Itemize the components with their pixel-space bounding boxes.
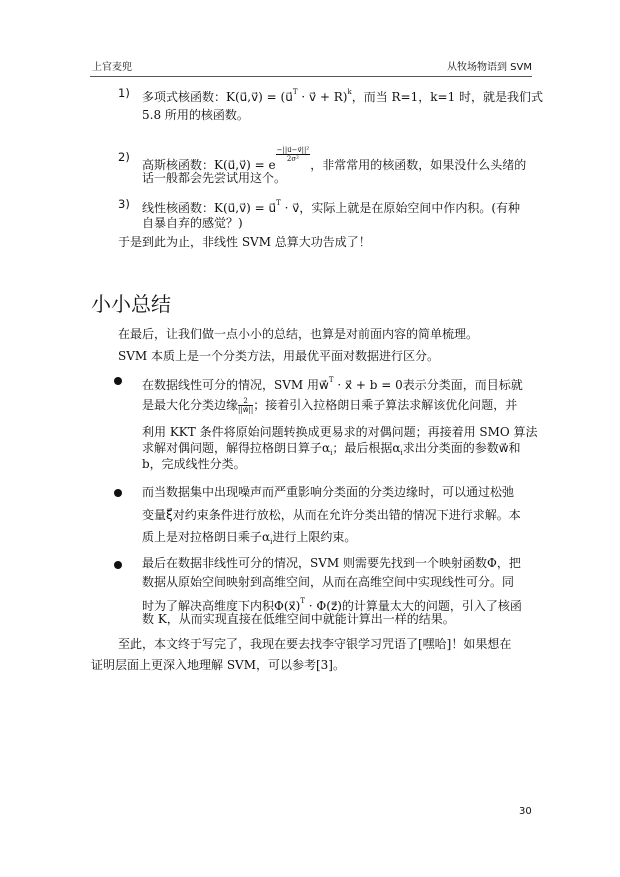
bullet-1-line-1: 在数据线性可分的情况，SVM 用w⃗$^T$ · x⃗ + b = 0表示分类面，而目标就 <box>142 376 523 392</box>
header-title: 从牧场物语到 SVM <box>447 62 532 73</box>
item-1-number: 1) <box>118 86 130 100</box>
intro-paragraph-2: SVM 本质上是一个分类方法，用最优平面对数据进行区分。 <box>118 349 439 363</box>
running-header <box>92 58 532 74</box>
final-paragraph-line-2: 证明层面上更深入地理解 SVM，可以参考[3]。 <box>91 658 345 672</box>
item-1-formula: 多项式核函数：K(u⃗,v⃗) = (u⃗ <box>142 90 293 104</box>
bullet-3-dot <box>114 561 122 569</box>
item-1-text: ，而当 R=1，k=1 时，就是我们式 <box>351 90 544 104</box>
bullet-1-dot <box>114 377 122 385</box>
item-3-sup: T <box>276 199 281 207</box>
bullet-3-line-2: 数据从原始空间映射到高维空间，从而在高维空间中实现线性可分。同 <box>142 575 515 589</box>
bullet-1-margin-fraction: $\frac{2}{||w⃗||}$ <box>238 397 254 414</box>
bullet-1-line-4: 求解对偶问题，解得拉格朗日算子$\alpha_i$；最后根据$\alpha_i$求出分类面的参数w⃗和 <box>142 441 521 457</box>
bullet-2-line-3: 质上是对拉格朗日乘子$\alpha_i$进行上限约束。 <box>142 530 357 546</box>
bullet-3-line-3: 时为了解决高维度下内积Φ(x⃗)$^T$ · Φ(z⃗)的计算量太大的问题，引入了核函 <box>142 597 522 613</box>
item-1-sup2: k <box>347 88 352 96</box>
item-1-line-2: 5.8 所用的核函数。 <box>142 108 249 122</box>
bullet-2-dot <box>114 489 122 497</box>
page-number: 30 <box>519 806 532 817</box>
bullet-1-w-vector: w⃗ <box>319 378 329 392</box>
intro-paragraph-1: 在最后，让我们做一点小小的总结，也算是对前面内容的简单梳理。 <box>118 327 479 341</box>
item-2-line-2: 话一般都会先尝试用这个。 <box>142 171 287 185</box>
item-1-line-1 <box>142 82 543 107</box>
conclusion-line: 于是到此为止，非线性 SVM 总算大功告成了！ <box>118 235 371 249</box>
item-3-formula: 线性核函数：K(u⃗,v⃗) = u⃗ <box>142 201 277 215</box>
item-2-number: 2) <box>118 150 130 164</box>
bullet-1-line-5: b，完成线性分类。 <box>142 457 246 471</box>
header-rule <box>90 76 532 77</box>
item-2-exponent: $\frac{\text{−||u⃗−v⃗||²}}{\text{2σ²}}$ <box>276 146 310 163</box>
bullet-1-line-2: 是最大化分类边缘 $\frac{2}{||w⃗||}$ ；接着引入拉格朗日乘子算法求解该优化问题，并 <box>142 397 518 414</box>
final-paragraph-line-1: 至此，本文终于写完了，我现在要去找李守银学习咒语了[嘿哈]！如果想在 <box>118 637 512 651</box>
item-3-line-2: 自暴自弃的感觉？) <box>142 216 243 230</box>
bullet-3-line-4: 数 K，从而实现直接在低维空间中就能计算出一样的结果。 <box>142 612 455 626</box>
bullet-1-hyperplane: · x⃗ + b = 0 <box>333 378 403 392</box>
item-3-number: 3) <box>118 197 130 211</box>
bullet-1-line-3: 利用 KKT 条件将原始问题转换成更易求的对偶问题；再接着用 SMO 算法 <box>142 425 538 439</box>
header-author: 上官麦兜 <box>92 62 132 73</box>
item-1-sup: T <box>292 88 298 96</box>
item-2-text: ，非常常用的核函数，如果没什么头绪的 <box>310 158 527 172</box>
item-1-formula-mid: · v⃗ + R) <box>297 90 348 104</box>
bullet-2-line-1: 而当数据集中出现噪声而严重影响分类面的分类边缘时，可以通过松弛 <box>142 485 515 499</box>
bullet-2-line-2: 变量ξ⃗对约束条件进行放松，从而在允许分类出错的情况下进行求解。本 <box>142 508 521 522</box>
bullet-3-line-1: 最后在数据非线性可分的情况，SVM 则需要先找到一个映射函数Φ，把 <box>142 556 521 570</box>
section-title: 小小总结 <box>91 292 171 316</box>
item-2-formula: 高斯核函数：K(u⃗,v⃗) = e <box>142 158 276 172</box>
item-3-text: · v⃗，实际上就是在原始空间中作内积。(有种 <box>280 201 521 215</box>
